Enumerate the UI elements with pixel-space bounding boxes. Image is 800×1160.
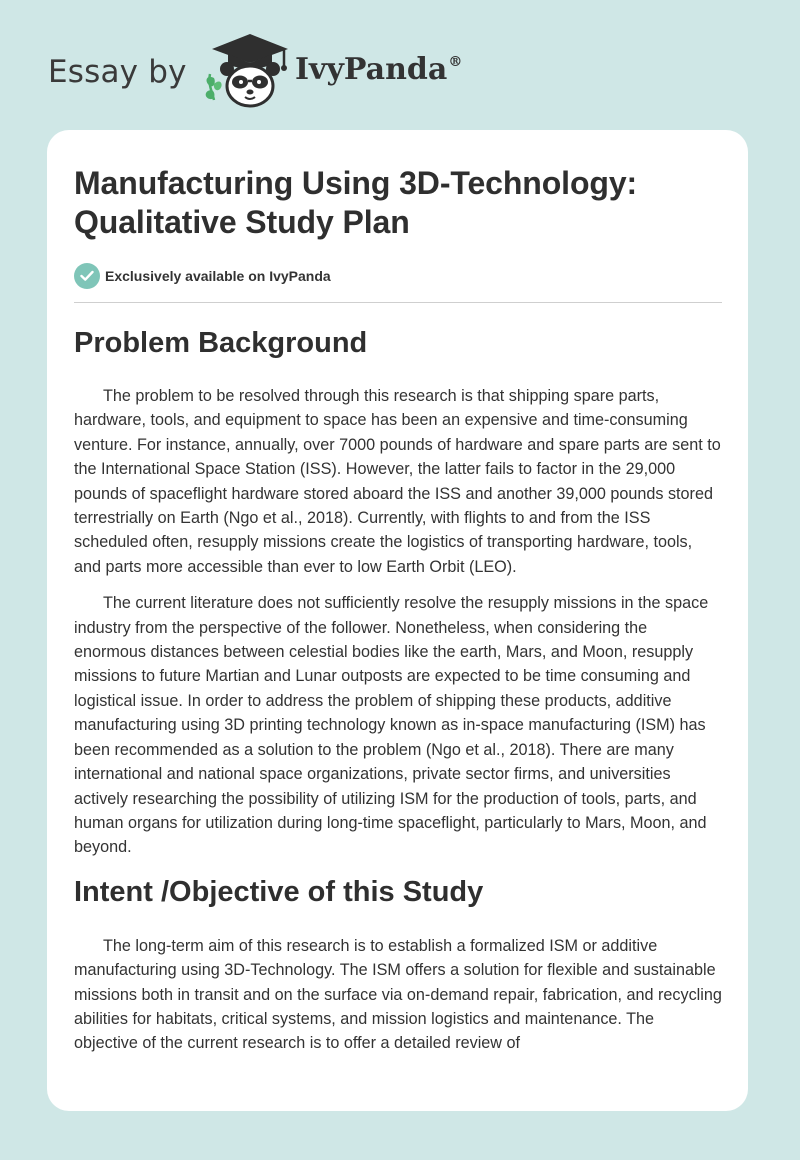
exclusive-badge [74, 262, 722, 290]
section-heading-problem-background: Problem Background [74, 327, 368, 359]
essay-title: Manufacturing Using 3D-Technology: Qualitative Study Plan [74, 165, 638, 240]
registered-mark: ® [448, 54, 463, 70]
check-icon [74, 263, 100, 289]
essay-card [47, 130, 748, 1111]
paragraph: The problem to be resolved through this research is that shipping spare parts, hardware, tools, and equipment to space has been an expensive and time-consuming venture. For instance, annually, over 7000 pounds of hardware and spare parts are sent to the International Space Station (ISS). However, the latter fails to factor in the 29,000 pounds of spaceflight hardware stored aboard the ISS and another 39,000 pounds stored terrestrially on Earth (Ngo et al., 2018). Currently, with flights to and from the ISS scheduled often, resupply missions create the logistics of transporting hardware, tools, and parts more accessible than ever to low Earth Orbit (LEO). [74, 387, 721, 576]
section-heading-intent-objective: Intent /Objective of this Study [74, 875, 484, 908]
title-divider [74, 302, 722, 303]
paragraph: The current literature does not sufficiently resolve the resupply missions in the space industry from the perspective of the follower. Nonetheless, when considering the enormous distances between celestial bodies like the earth, Mars, and Moon, resupply missions to future Martian and Lunar outposts are expected to be time consuming and logistical issue. In order to address the problem of shipping these products, additive manufacturing using 3D printing technology known as in-space manufacturing (ISM) has been recommended as a solution to the problem (Ngo et al., 2018). There are many international and national space organizations, private sector firms, and universities actively researching the possibility of utilizing ISM for the production of tools, parts, and human organs for utilization during long-time spaceflight, particularly to Mars, Moon, and beyond. [74, 594, 709, 857]
brand-prefix: Essay by [48, 54, 187, 90]
brand-header[interactable] [48, 34, 468, 114]
exclusive-badge-text: Exclusively available on IvyPanda [105, 268, 331, 284]
ivypanda-logo-icon [204, 34, 290, 110]
brand-name: IvyPanda® [295, 52, 463, 87]
paragraph: The long-term aim of this research is to establish a formalized ISM or additive manufacturing using 3D-Technology. The ISM offers a solution for flexible and sustainable missions both in transit and on the surface via on-demand repair, fabrication, and recycling abilities for habitats, critical systems, and mission logistics and maintenance. The objective of the current research is to offer a detailed review of [74, 936, 722, 1053]
